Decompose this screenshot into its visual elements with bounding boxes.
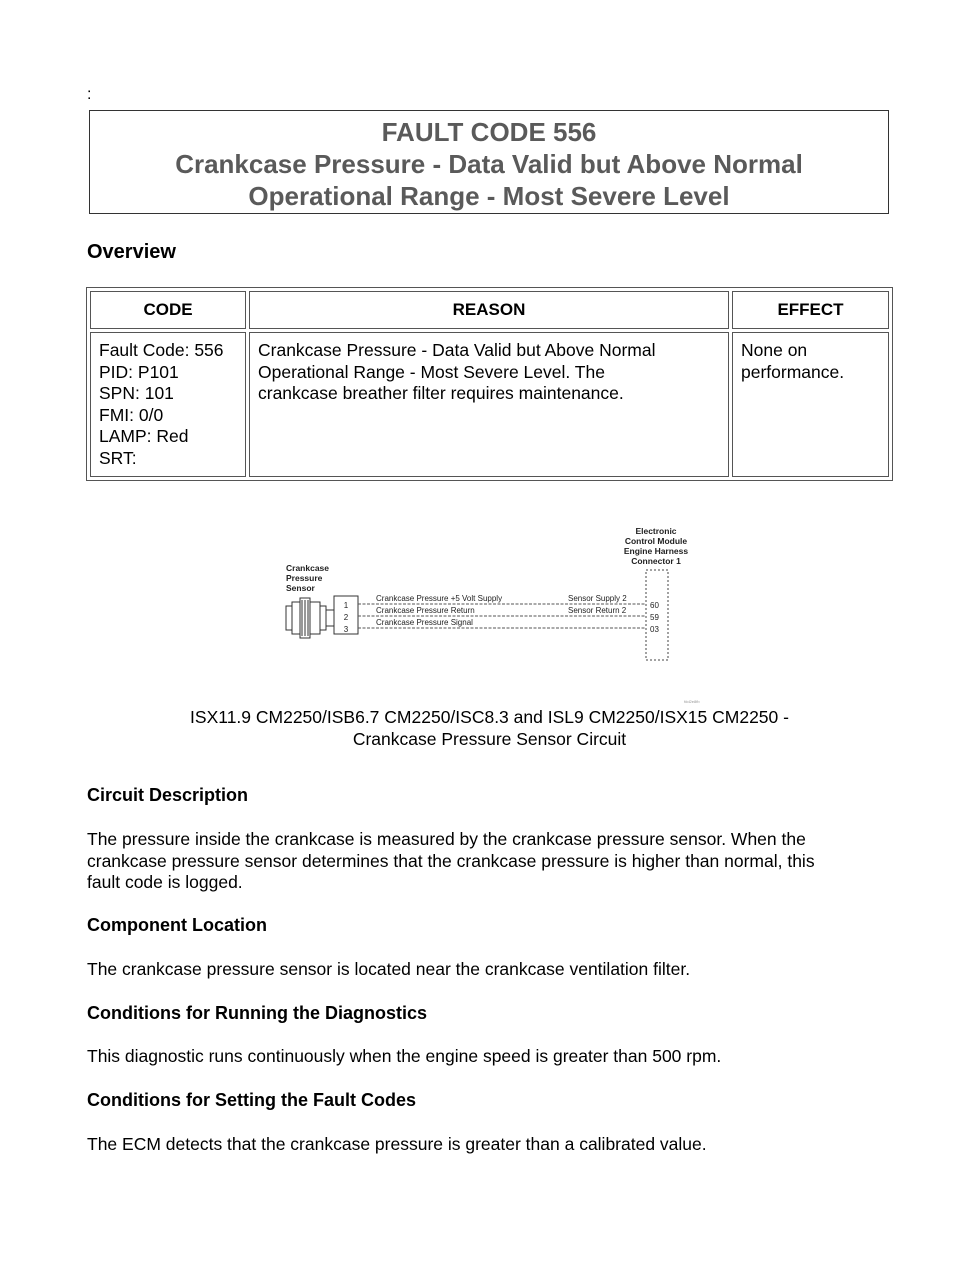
overview-heading: Overview [87, 241, 176, 263]
reason-line: Operational Range - Most Severe Level. The [258, 361, 605, 382]
code-line: SRT: [99, 447, 137, 468]
table-header-row [90, 291, 889, 329]
circuit-description-line: crankcase pressure sensor determines that the crankcase pressure is higher than normal, this [87, 850, 815, 871]
ecm-pin-label: 03 [650, 625, 659, 634]
conditions-running-text: This diagnostic runs continuously when the engine speed is greater than 500 rpm. [87, 1046, 722, 1066]
reason-line: crankcase breather filter requires maintenance. [258, 383, 624, 403]
ecm-label-line: Control Module [624, 536, 688, 546]
circuit-description-line: The pressure inside the crankcase is measured by the crankcase pressure sensor. When the [87, 829, 806, 849]
code-line: Fault Code: 556 [99, 340, 224, 360]
sensor-label-line: Pressure [286, 573, 323, 583]
reason-line: Crankcase Pressure - Data Valid but Above Normal [258, 340, 656, 360]
crankcase-pressure-sensor-icon [286, 598, 334, 638]
sensor-label-line: Crankcase [286, 563, 330, 573]
effect-line: performance. [741, 361, 845, 382]
code-line: FMI: 0/0 [99, 404, 164, 425]
cell-code [90, 332, 246, 477]
sensor-pin-label: 3 [343, 625, 349, 634]
ecm-label-line: Electronic [635, 526, 677, 536]
component-location-heading: Component Location [87, 915, 267, 935]
sensor-pin-label: 2 [343, 613, 349, 622]
wire-label: Crankcase Pressure Return [376, 606, 475, 615]
fault-code-description-line-1: Crankcase Pressure - Data Valid but Above Normal [175, 149, 803, 179]
conditions-setting-heading: Conditions for Setting the Fault Codes [87, 1090, 416, 1110]
ecm-wire-label: Sensor Supply 2 [568, 594, 627, 603]
code-line: PID: P101 [99, 361, 179, 382]
circuit-diagram [278, 522, 708, 708]
ecm-pin-label: 60 [650, 601, 659, 610]
sensor-pin-label: 1 [343, 601, 349, 610]
overview-table [86, 287, 893, 481]
code-line: SPN: 101 [99, 383, 174, 403]
wire-label: Crankcase Pressure +5 Volt Supply [376, 594, 503, 603]
wire-label: Crankcase Pressure Signal [376, 618, 473, 627]
ecm-pin-label: 59 [650, 613, 659, 622]
fault-code-description-line-2: Operational Range - Most Severe Level [248, 181, 730, 211]
diagram-caption [87, 707, 892, 750]
cell-effect [732, 332, 889, 477]
fault-code-title-box [89, 110, 889, 214]
diagram-reference-code: f#d2e8fb [684, 699, 700, 704]
ecm-label-line: Connector 1 [631, 556, 681, 566]
header-code: CODE [90, 291, 246, 329]
circuit-description-line: fault code is logged. [87, 872, 243, 892]
ecm-label-line: Engine Harness [623, 546, 689, 556]
circuit-description-heading: Circuit Description [87, 785, 249, 805]
cell-reason [249, 332, 729, 477]
code-line: LAMP: Red [99, 426, 189, 446]
leading-colon: : [87, 86, 92, 103]
ecm-wire-label: Sensor Return 2 [568, 606, 627, 615]
caption-line-2: Crankcase Pressure Sensor Circuit [352, 728, 627, 749]
caption-line-1: ISX11.9 CM2250/ISB6.7 CM2250/ISC8.3 and ISL9 CM2250/ISX15 CM2250 - [190, 707, 789, 727]
table-row [90, 332, 889, 477]
sensor-label-line: Sensor [286, 583, 315, 593]
header-reason: REASON [249, 291, 729, 329]
circuit-description-text [87, 829, 892, 894]
effect-line: None on [741, 340, 808, 360]
fault-code-title: FAULT CODE 556 [381, 117, 597, 147]
component-location-text: The crankcase pressure sensor is located near the crankcase ventilation filter. [87, 959, 691, 979]
conditions-running-heading: Conditions for Running the Diagnostics [87, 1003, 427, 1023]
header-effect: EFFECT [732, 291, 889, 329]
conditions-setting-text: The ECM detects that the crankcase pressure is greater than a calibrated value. [87, 1134, 707, 1154]
